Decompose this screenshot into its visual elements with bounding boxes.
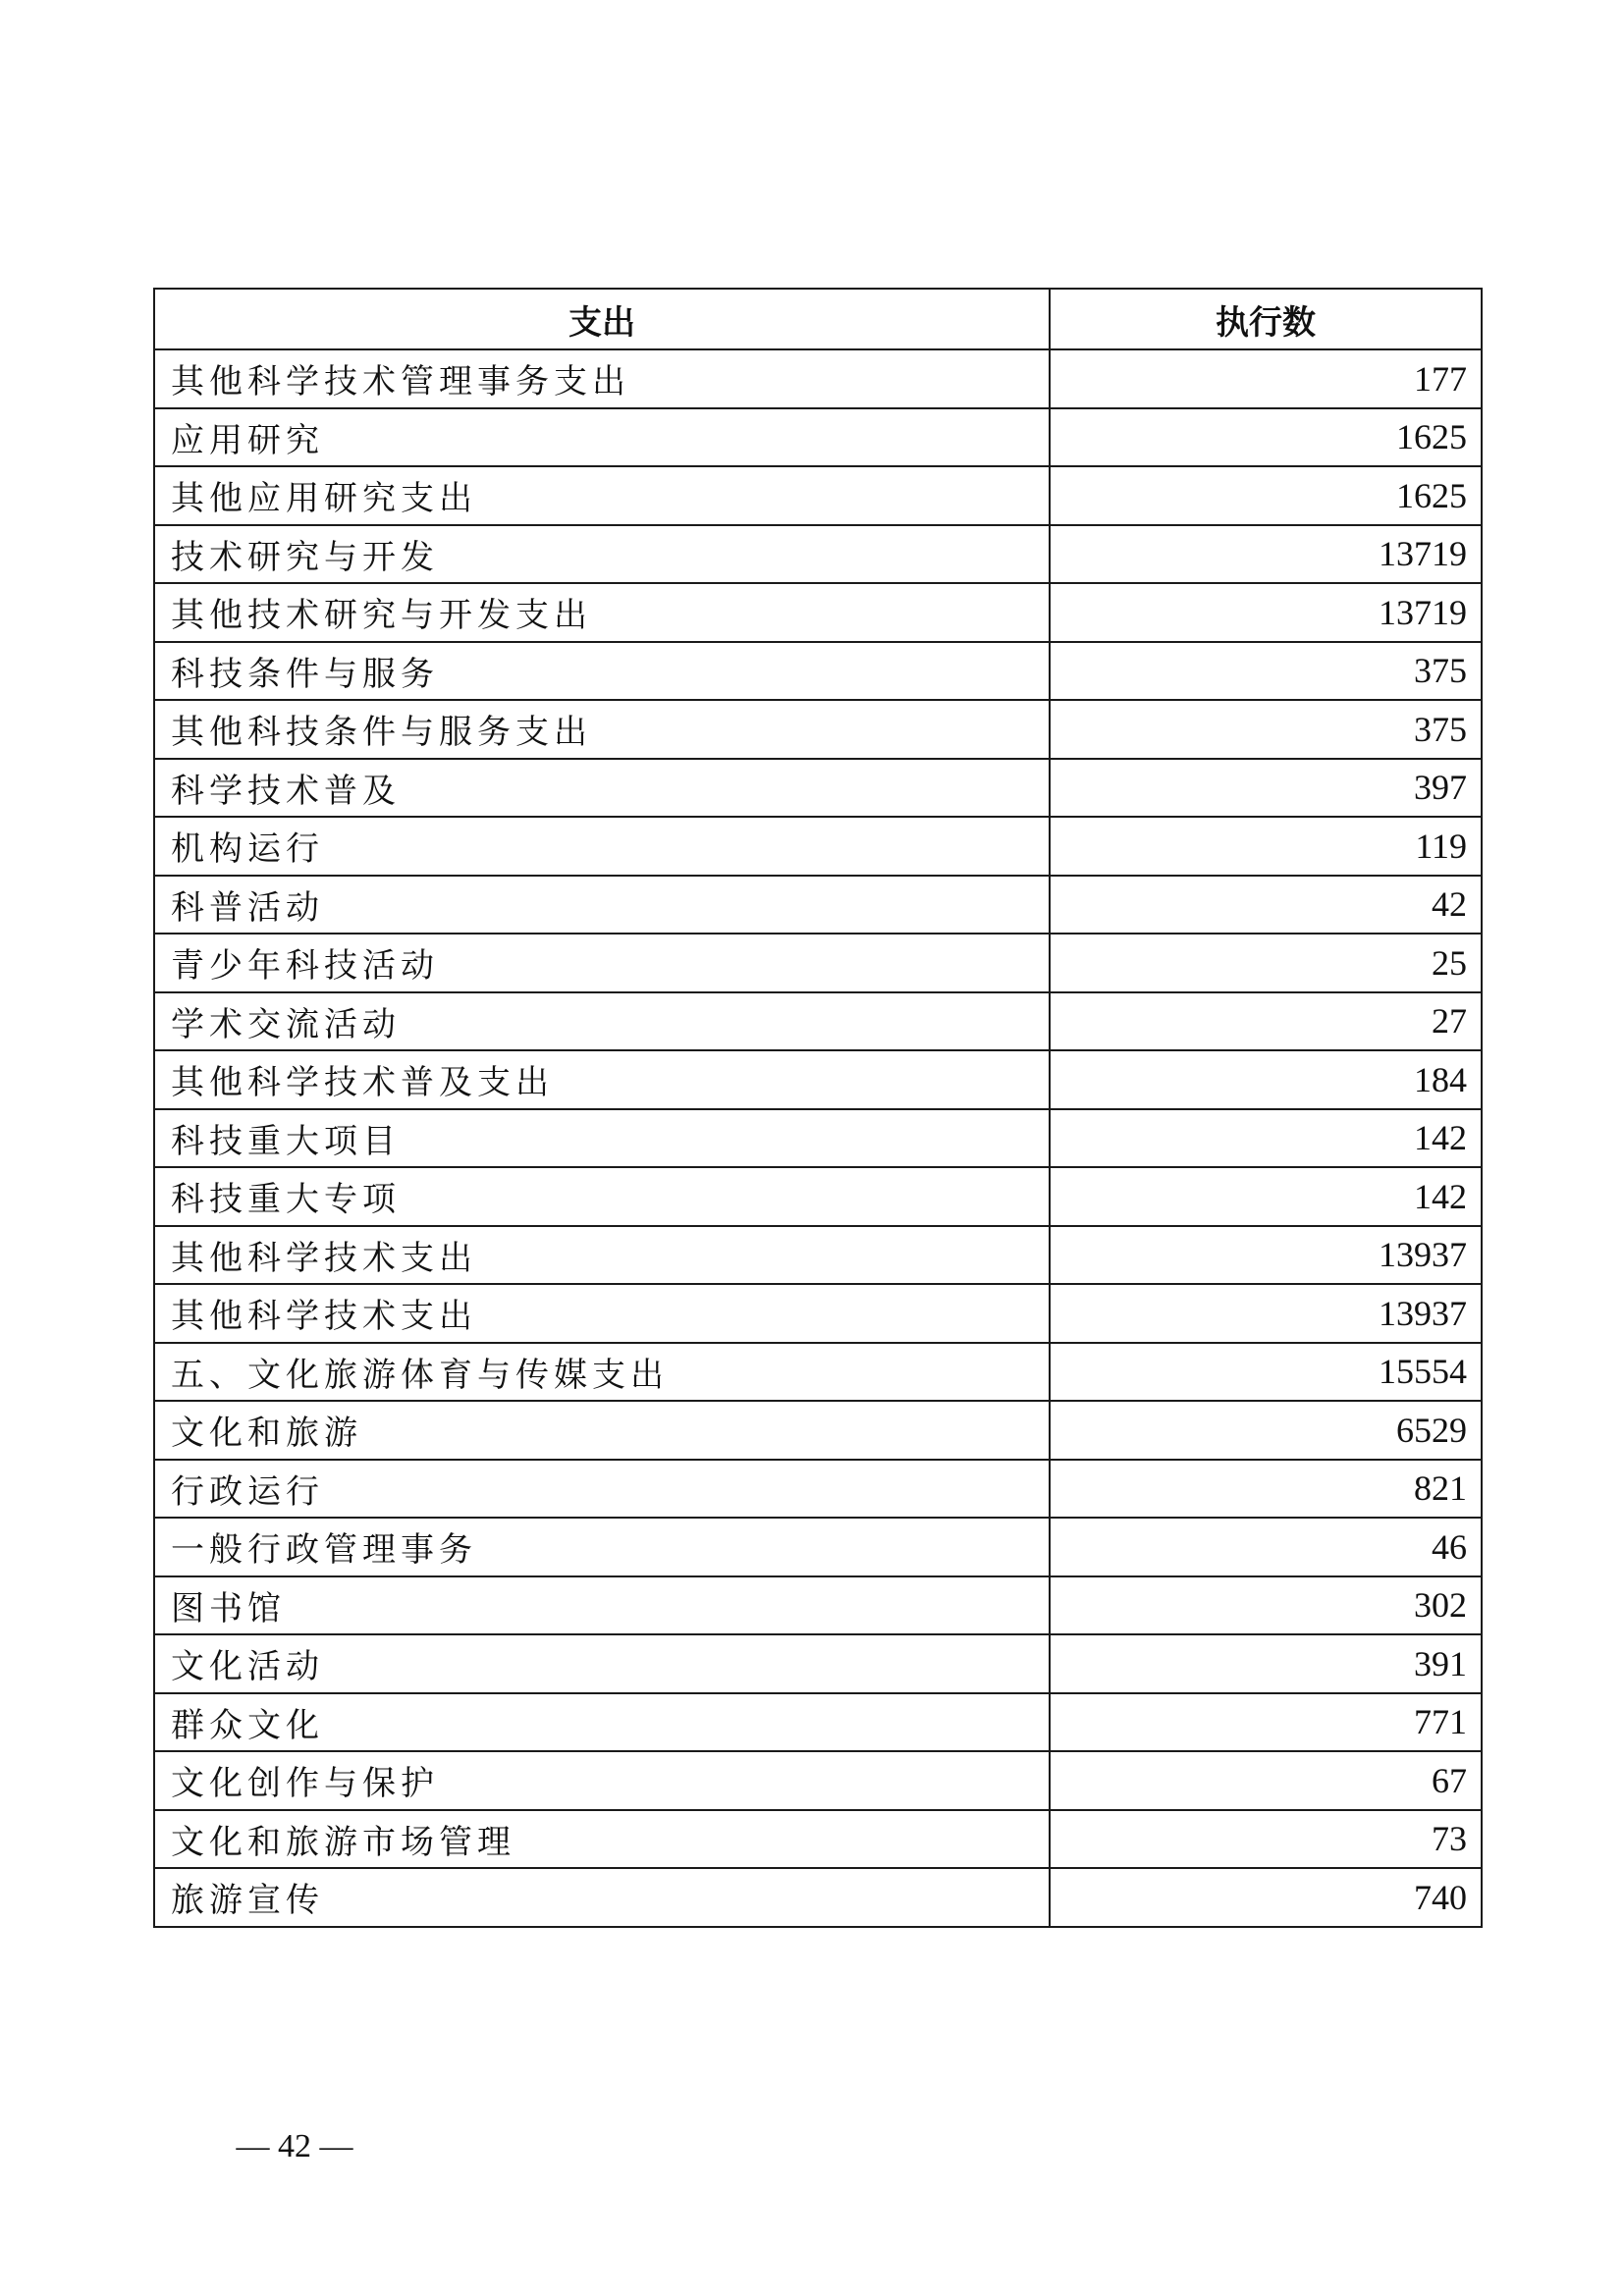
table-row [154,817,1482,876]
executed-amount-cell: 771 [1050,1693,1482,1752]
table-row [154,992,1482,1051]
table-row [154,1226,1482,1285]
executed-amount-cell: 13719 [1050,525,1482,584]
table-row [154,1518,1482,1576]
table-row [154,1460,1482,1519]
table-header-row [154,289,1482,349]
executed-amount-cell: 46 [1050,1518,1482,1576]
expenditure-item-cell: 青少年科技活动 [154,934,1050,992]
expenditure-item-cell: 科普活动 [154,876,1050,934]
table-row [154,759,1482,818]
executed-amount-cell: 42 [1050,876,1482,934]
expenditure-item-cell: 其他技术研究与开发支出 [154,583,1050,642]
executed-amount-cell: 740 [1050,1868,1482,1927]
executed-amount-cell: 67 [1050,1751,1482,1810]
page-number: — 42 — [236,2128,353,2164]
expenditure-item-cell: 旅游宣传 [154,1868,1050,1927]
table-row [154,466,1482,525]
expenditure-item-cell: 行政运行 [154,1460,1050,1519]
table-row [154,642,1482,701]
header-expenditure: 支出 [154,289,1050,349]
table-row [154,1167,1482,1226]
expenditure-item-cell: 其他科学技术支出 [154,1226,1050,1285]
executed-amount-cell: 6529 [1050,1401,1482,1460]
table-row [154,1343,1482,1402]
expenditure-item-cell: 其他科学技术普及支出 [154,1050,1050,1109]
executed-amount-cell: 142 [1050,1167,1482,1226]
executed-amount-cell: 25 [1050,934,1482,992]
table-row [154,1810,1482,1869]
expenditure-item-cell: 科技条件与服务 [154,642,1050,701]
executed-amount-cell: 375 [1050,642,1482,701]
table-row [154,1284,1482,1343]
executed-amount-cell: 13937 [1050,1226,1482,1285]
expenditure-item-cell: 其他应用研究支出 [154,466,1050,525]
expenditure-table [153,288,1483,1928]
table-row [154,583,1482,642]
expenditure-item-cell: 科技重大专项 [154,1167,1050,1226]
executed-amount-cell: 375 [1050,700,1482,759]
table-row [154,1401,1482,1460]
executed-amount-cell: 397 [1050,759,1482,818]
table-row [154,1109,1482,1168]
expenditure-item-cell: 其他科学技术支出 [154,1284,1050,1343]
table-row [154,700,1482,759]
executed-amount-cell: 1625 [1050,466,1482,525]
expenditure-item-cell: 应用研究 [154,408,1050,467]
expenditure-item-cell: 图书馆 [154,1576,1050,1635]
expenditure-item-cell: 文化活动 [154,1634,1050,1693]
executed-amount-cell: 177 [1050,349,1482,408]
executed-amount-cell: 821 [1050,1460,1482,1519]
expenditure-item-cell: 机构运行 [154,817,1050,876]
expenditure-item-cell: 其他科技条件与服务支出 [154,700,1050,759]
expenditure-item-cell: 五、文化旅游体育与传媒支出 [154,1343,1050,1402]
executed-amount-cell: 13719 [1050,583,1482,642]
expenditure-item-cell: 文化和旅游市场管理 [154,1810,1050,1869]
expenditure-item-cell: 一般行政管理事务 [154,1518,1050,1576]
expenditure-item-cell: 文化和旅游 [154,1401,1050,1460]
expenditure-item-cell: 其他科学技术管理事务支出 [154,349,1050,408]
header-executed-amount: 执行数 [1050,289,1482,349]
table-row [154,1693,1482,1752]
table-row [154,408,1482,467]
table-row [154,1576,1482,1635]
expenditure-item-cell: 科技重大项目 [154,1109,1050,1168]
table-row [154,349,1482,408]
expenditure-item-cell: 文化创作与保护 [154,1751,1050,1810]
expenditure-item-cell: 技术研究与开发 [154,525,1050,584]
table-row [154,934,1482,992]
expenditure-item-cell: 学术交流活动 [154,992,1050,1051]
executed-amount-cell: 73 [1050,1810,1482,1869]
executed-amount-cell: 13937 [1050,1284,1482,1343]
expenditure-item-cell: 群众文化 [154,1693,1050,1752]
executed-amount-cell: 27 [1050,992,1482,1051]
executed-amount-cell: 391 [1050,1634,1482,1693]
table-row [154,525,1482,584]
table-row [154,1050,1482,1109]
expenditure-item-cell: 科学技术普及 [154,759,1050,818]
executed-amount-cell: 142 [1050,1109,1482,1168]
table-row [154,1751,1482,1810]
executed-amount-cell: 1625 [1050,408,1482,467]
executed-amount-cell: 119 [1050,817,1482,876]
table-body [154,349,1482,1927]
table-row [154,1634,1482,1693]
executed-amount-cell: 184 [1050,1050,1482,1109]
executed-amount-cell: 15554 [1050,1343,1482,1402]
table-row [154,876,1482,934]
table-row [154,1868,1482,1927]
executed-amount-cell: 302 [1050,1576,1482,1635]
